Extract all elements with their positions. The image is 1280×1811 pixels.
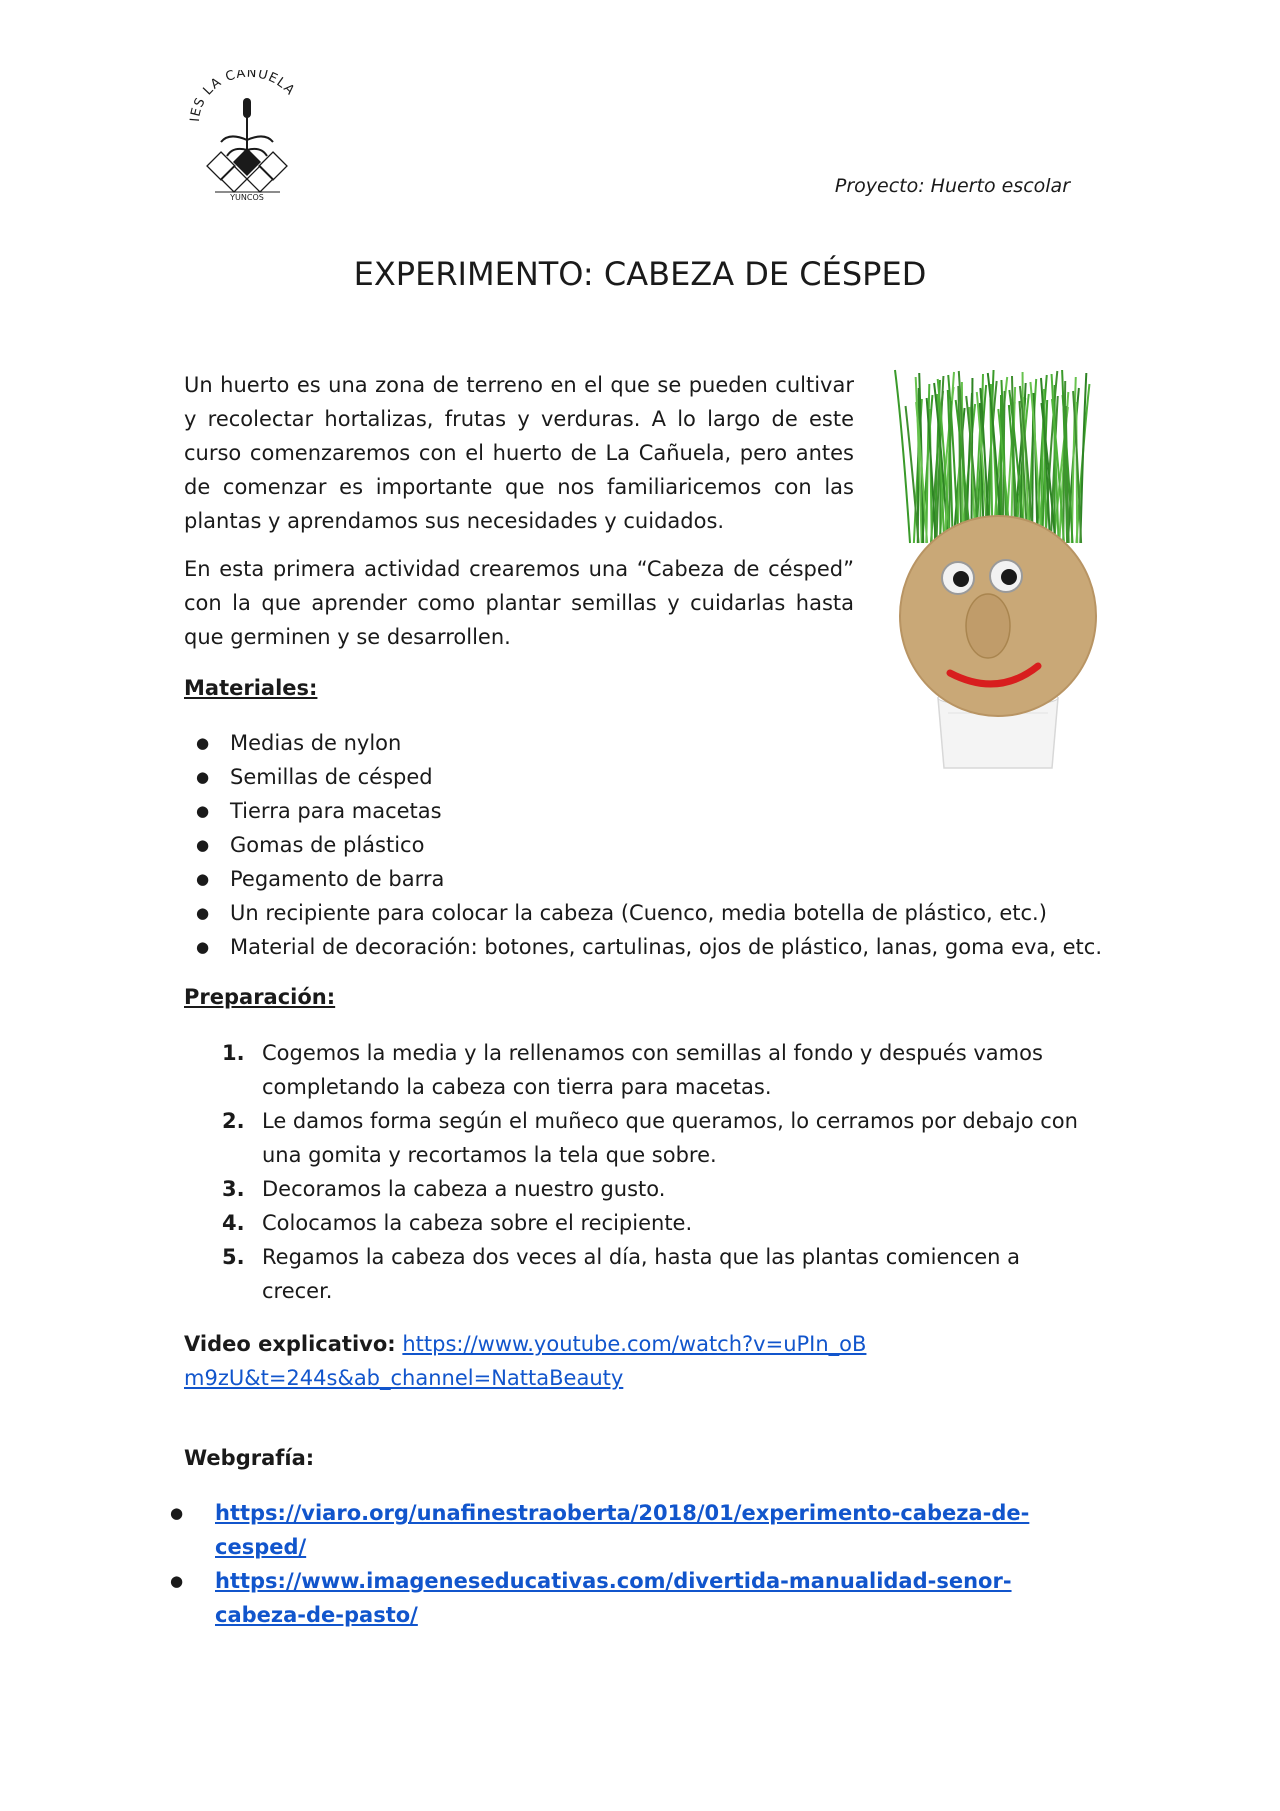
step-number: 1.: [222, 1041, 245, 1065]
list-item: ● Gomas de plástico: [184, 828, 1144, 862]
list-item: [165, 1496, 1115, 1564]
step-text: Decoramos la cabeza a nuestro gusto.: [262, 1177, 666, 1201]
list-item: [184, 1240, 1084, 1308]
list-item: [184, 1172, 1084, 1206]
step-number: 2.: [222, 1109, 245, 1133]
list-item: [184, 1036, 1084, 1104]
step-number: 3.: [222, 1177, 245, 1201]
step-number: 5.: [222, 1245, 245, 1269]
preparation-list: [184, 1036, 1084, 1308]
svg-text:IES LA CAÑUELA: [188, 70, 298, 122]
school-logo-icon: [185, 70, 310, 200]
list-item: ● Un recipiente para colocar la cabeza (Cuenco, media botella de plástico, etc.): [184, 896, 1144, 930]
step-text: Colocamos la cabeza sobre el recipiente.: [262, 1211, 693, 1235]
grass-head-photo: [888, 368, 1108, 773]
grass-blade: [1080, 373, 1086, 543]
logo-text: IES LA CAÑUELA: [187, 70, 298, 123]
step-text: Cogemos la media y la rellenamos con semillas al fondo y después vamos completando la cabeza con tierra para macetas.: [262, 1041, 1043, 1099]
page-title: EXPERIMENTO: CABEZA DE CÉSPED: [353, 255, 927, 293]
video-section: [184, 1327, 884, 1395]
video-link[interactable]: https://www.youtube.com/watch?v=uPIn_oBm9zU&t=244s&ab_channel=NattaBeauty: [184, 1332, 867, 1390]
webgrafia-link-1[interactable]: https://viaro.org/unafinestraoberta/2018/01/experimento-cabeza-de-cesped/: [215, 1501, 1030, 1559]
step-number: 4.: [222, 1211, 245, 1235]
step-text: Regamos la cabeza dos veces al día, hasta que las plantas comiencen a crecer.: [262, 1245, 1021, 1303]
list-item: [165, 1564, 1095, 1632]
grass-blade: [895, 370, 910, 543]
intro-paragraph-1: Un huerto es una zona de terreno en el que se pueden cultivar y recolectar hortalizas, frutas y verduras. A lo largo de este curso comenzaremos con el huerto de La Cañuela, pero antes de comenzar es importante que nos familiaricemos con las plantas y aprendamos sus necesidades y cuidados.: [184, 373, 854, 533]
step-text: Le damos forma según el muñeco que queramos, lo cerramos por debajo con una gomita y recortamos la tela que sobre.: [262, 1109, 1078, 1167]
materials-heading: Materiales:: [184, 676, 318, 700]
list-item: ● Semillas de césped: [184, 760, 1144, 794]
list-item: ● Material de decoración: botones, cartulinas, ojos de plástico, lanas, goma eva, etc.: [184, 930, 1144, 964]
list-item: ● Medias de nylon: [184, 726, 1144, 760]
list-item: ● Pegamento de barra: [184, 862, 1144, 896]
logo-subtext: YUNCOS: [230, 193, 264, 200]
list-item: [184, 1206, 1084, 1240]
materials-list: [184, 726, 1144, 964]
webgrafia-link-2[interactable]: https://www.imageneseducativas.com/divertida-manualidad-senor-cabeza-de-pasto/: [215, 1569, 1012, 1627]
intro-paragraph-2: En esta primera actividad crearemos una “Cabeza de césped” con la que aprender como plantar semillas y cuidarlas hasta que germinen y se desarrollen.: [184, 557, 854, 649]
intro-text: [184, 368, 854, 668]
list-item: [184, 1104, 1084, 1172]
video-label: Video explicativo:: [184, 1332, 396, 1356]
list-item: ● Tierra para macetas: [184, 794, 1144, 828]
webgrafia-list: [165, 1496, 1115, 1632]
webgrafia-heading: Webgrafía:: [184, 1446, 315, 1470]
project-label: Proyecto: Huerto escolar: [834, 175, 1070, 197]
preparation-heading: Preparación:: [184, 985, 336, 1009]
